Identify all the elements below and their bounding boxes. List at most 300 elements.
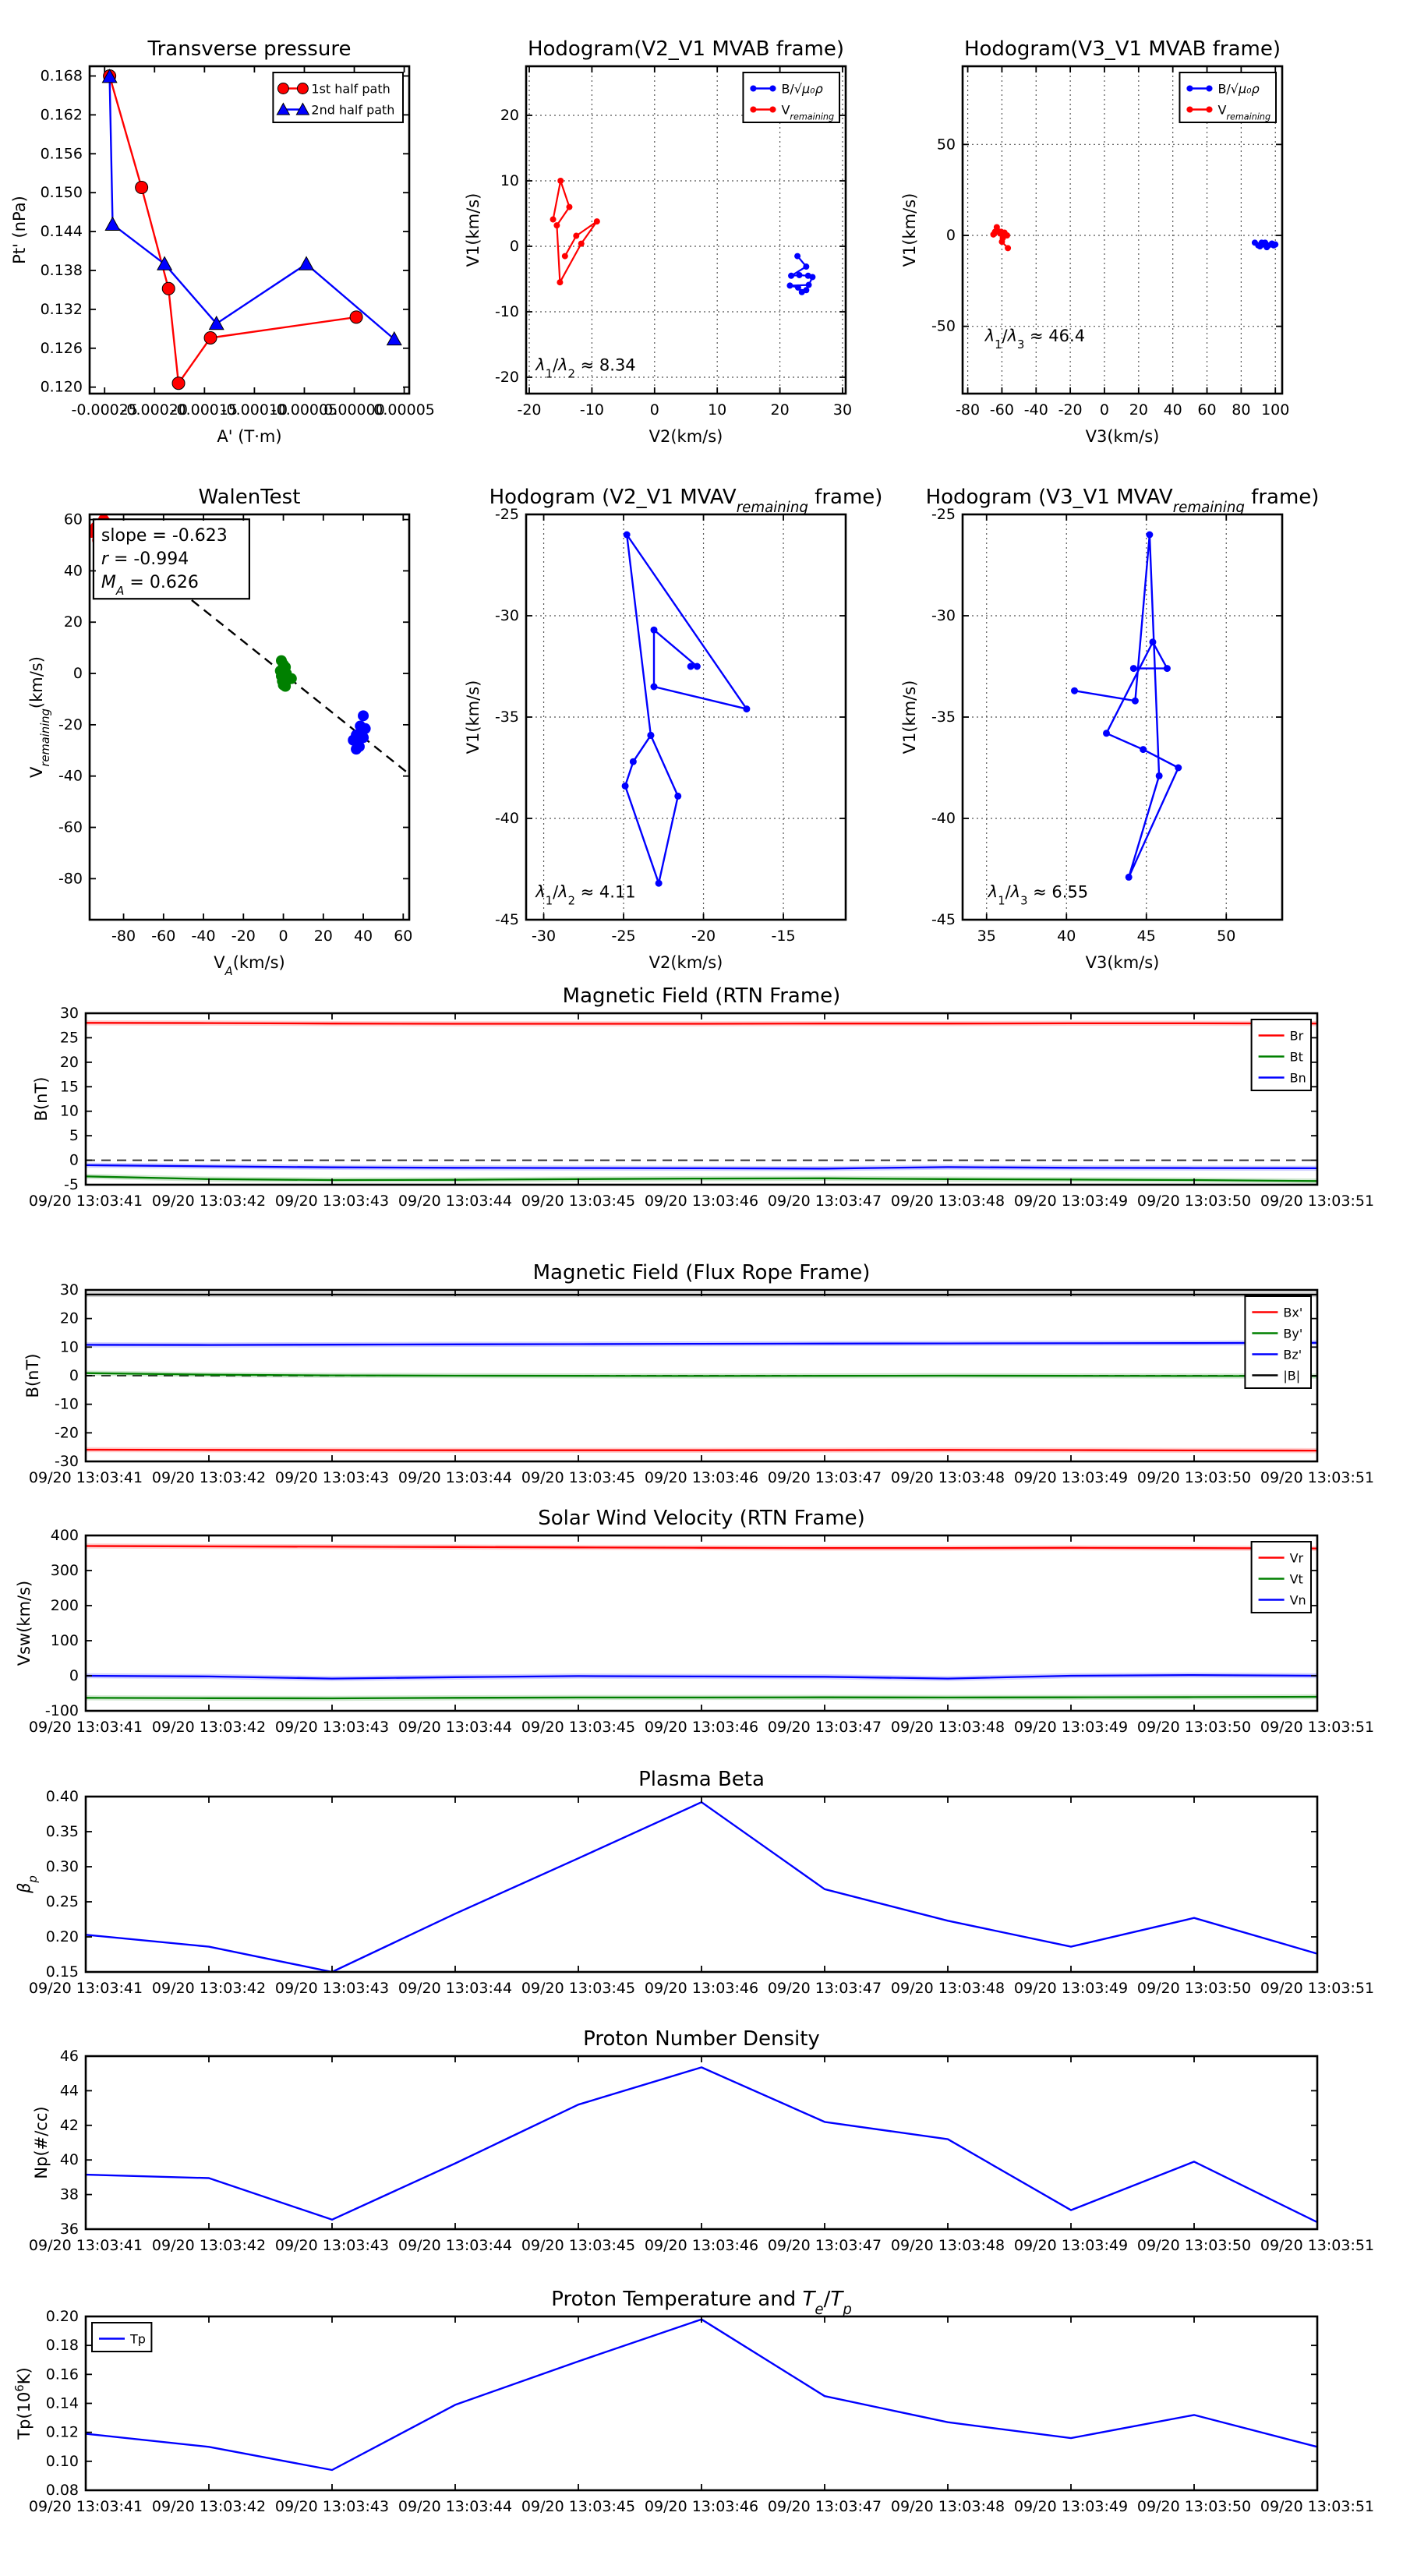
point-marker <box>803 287 809 293</box>
y-tick-label: 46 <box>60 2048 79 2065</box>
x-tick-label: 0.00005 <box>373 401 435 419</box>
x-tick-label: 09/20 13:03:51 <box>1260 1469 1374 1486</box>
x-tick-label: -0.00015 <box>171 401 238 419</box>
point-marker <box>162 282 175 295</box>
x-tick-label: 09/20 13:03:48 <box>891 1980 1005 1997</box>
y-tick-label: 20 <box>500 107 519 124</box>
y-axis-label: Np(#/cc) <box>32 2106 51 2178</box>
y-axis-label: V1(km/s) <box>464 193 482 267</box>
x-tick-label: 09/20 13:03:44 <box>398 1980 512 1997</box>
x-tick-label: 09/20 13:03:47 <box>768 1980 882 1997</box>
y-tick-label: 0.35 <box>46 1823 79 1840</box>
panel-title: Proton Temperature and $T_e/T_p$ <box>551 2288 852 2318</box>
legend-label: Bz' <box>1283 1348 1302 1362</box>
y-tick-label: 40 <box>60 2151 79 2168</box>
point-marker <box>750 86 756 92</box>
x-tick-label: 09/20 13:03:46 <box>645 1980 758 1997</box>
y-tick-label: -25 <box>931 506 956 523</box>
panel-title: Hodogram(V3_V1 MVAB frame) <box>964 37 1281 61</box>
x-tick-label: 09/20 13:03:51 <box>1260 1719 1374 1736</box>
x-tick-label: 09/20 13:03:46 <box>645 2498 758 2515</box>
y-tick-label: 44 <box>60 2082 79 2099</box>
x-tick-label: -20 <box>231 928 256 945</box>
x-tick-label: 60 <box>394 928 412 945</box>
x-tick-label: 40 <box>354 928 373 945</box>
point-marker <box>136 182 148 194</box>
point-marker <box>1206 107 1212 113</box>
point-marker <box>566 204 572 210</box>
point-marker <box>1164 665 1171 672</box>
legend-label: 1st half path <box>311 82 390 97</box>
series-Tp <box>86 2320 1317 2470</box>
y-tick-label: -45 <box>495 911 519 928</box>
y-axis-label: Pt' (nPa) <box>10 196 29 264</box>
legend-label: B/√μ₀ρ <box>1217 82 1259 97</box>
y-tick-label: 0.18 <box>46 2337 79 2354</box>
panel-transverse-pressure <box>10 37 435 446</box>
y-tick-label: 0.30 <box>46 1858 79 1875</box>
point-marker <box>794 253 800 260</box>
panel-title: Plasma Beta <box>638 1768 765 1791</box>
y-tick-label: -20 <box>58 716 83 733</box>
y-axis-label: $V_{remaining}(km/s)$ <box>27 656 52 778</box>
x-tick-label: 09/20 13:03:47 <box>768 1193 882 1210</box>
x-tick-label: 09/20 13:03:42 <box>152 1469 266 1486</box>
x-tick-label: 09/20 13:03:46 <box>645 1719 758 1736</box>
y-tick-label: -100 <box>45 1702 79 1719</box>
point-marker <box>656 880 663 887</box>
point-marker <box>651 684 658 691</box>
axes-frame <box>86 1013 1317 1185</box>
x-tick-label: 80 <box>1232 401 1250 419</box>
y-tick-label: 30 <box>60 1281 79 1299</box>
panel-proton-temp <box>13 2288 1375 2515</box>
y-tick-label: 400 <box>51 1527 79 1544</box>
legend-label: Bx' <box>1283 1306 1302 1320</box>
x-tick-label: 09/20 13:03:44 <box>398 2498 512 2515</box>
x-tick-label: 09/20 13:03:42 <box>152 1980 266 1997</box>
y-tick-label: 5 <box>69 1127 79 1144</box>
point-marker <box>1130 665 1137 672</box>
point-marker <box>350 311 362 323</box>
panel-mag-fr <box>23 1261 1374 1486</box>
y-axis-label: V1(km/s) <box>900 680 919 754</box>
y-axis-label: $Tp(10^6K)$ <box>13 2367 34 2440</box>
y-tick-label: -30 <box>55 1453 79 1470</box>
x-tick-label: -0.00010 <box>221 401 288 419</box>
y-tick-label: -20 <box>55 1424 79 1441</box>
x-tick-label: 09/20 13:03:46 <box>645 1469 758 1486</box>
x-axis-label: V2(km/s) <box>649 427 723 446</box>
x-tick-label: 09/20 13:03:50 <box>1137 1719 1251 1736</box>
x-tick-label: -25 <box>612 928 636 945</box>
stat-line: r = -0.994 <box>101 549 189 569</box>
x-tick-label: 09/20 13:03:50 <box>1137 1193 1251 1210</box>
stat-line: slope = -0.623 <box>101 526 228 546</box>
y-axis-label: Vsw(km/s) <box>15 1581 34 1666</box>
point-marker <box>1005 245 1011 251</box>
series-group <box>86 1802 1317 1972</box>
panel-vsw-rtn <box>15 1507 1374 1736</box>
point-marker <box>1186 86 1193 92</box>
y-tick-label: -40 <box>931 810 956 827</box>
y-tick-label: 20 <box>60 1054 79 1071</box>
annotation: $\lambda_1/\lambda_3 \approx 46.4$ <box>984 327 1085 352</box>
panel-mag-rtn <box>29 984 1374 1210</box>
x-tick-label: -80 <box>111 928 136 945</box>
x-tick-label: 30 <box>833 401 852 419</box>
y-tick-label: 0.14 <box>46 2395 79 2412</box>
legend-label: Br <box>1290 1029 1304 1044</box>
x-tick-label: 09/20 13:03:50 <box>1137 1980 1251 1997</box>
x-tick-label: 09/20 13:03:49 <box>1014 1719 1128 1736</box>
x-tick-label: 09/20 13:03:50 <box>1137 2498 1251 2515</box>
axes-frame <box>86 1797 1317 1972</box>
point-marker <box>550 217 557 223</box>
x-tick-label: 09/20 13:03:44 <box>398 1193 512 1210</box>
x-tick-label: 09/20 13:03:43 <box>275 1980 389 1997</box>
y-tick-label: 60 <box>64 511 83 528</box>
x-tick-label: 09/20 13:03:48 <box>891 1719 1005 1736</box>
x-tick-label: 0.00000 <box>323 401 385 419</box>
x-tick-label: -60 <box>990 401 1014 419</box>
series-hodogram-path <box>1075 535 1179 877</box>
x-tick-label: 09/20 13:03:41 <box>29 1469 143 1486</box>
x-tick-label: 09/20 13:03:47 <box>768 2237 882 2254</box>
y-axis-label: V1(km/s) <box>900 193 919 267</box>
x-tick-label: 20 <box>770 401 789 419</box>
point-marker <box>1186 107 1193 113</box>
annotation: $\lambda_1/\lambda_3 \approx 6.55$ <box>988 882 1088 907</box>
point-marker <box>1103 730 1110 737</box>
x-tick-label: 35 <box>977 928 996 945</box>
x-tick-label: 09/20 13:03:45 <box>521 2498 635 2515</box>
series-group <box>86 1023 1317 1181</box>
y-tick-label: 0.08 <box>46 2482 79 2499</box>
y-tick-label: 10 <box>60 1338 79 1355</box>
x-tick-label: 09/20 13:03:49 <box>1014 2237 1128 2254</box>
x-tick-label: 09/20 13:03:49 <box>1014 2498 1128 2515</box>
x-tick-label: 45 <box>1137 928 1156 945</box>
x-tick-label: 09/20 13:03:44 <box>398 1719 512 1736</box>
x-tick-label: 10 <box>708 401 726 419</box>
point-marker <box>297 83 308 94</box>
triangle-marker <box>299 256 313 270</box>
panel-hodogram-v2v1-mvab <box>464 37 852 446</box>
x-tick-label: 09/20 13:03:43 <box>275 1193 389 1210</box>
x-tick-label: 09/20 13:03:51 <box>1260 1980 1374 1997</box>
y-tick-label: -40 <box>495 810 519 827</box>
point-marker <box>630 758 637 765</box>
point-marker <box>1272 242 1278 248</box>
y-tick-label: 36 <box>60 2221 79 2238</box>
y-tick-label: 20 <box>60 1310 79 1327</box>
panel-title: Hodogram (V3_V1 $MVAV_{remaining}$ frame) <box>926 486 1320 516</box>
x-tick-label: 09/20 13:03:44 <box>398 1469 512 1486</box>
x-axis-label: V3(km/s) <box>1086 953 1160 972</box>
y-tick-label: 15 <box>60 1078 79 1095</box>
x-tick-label: 09/20 13:03:42 <box>152 2498 266 2515</box>
legend-label: Bt <box>1290 1050 1303 1065</box>
panel-title: Transverse pressure <box>147 37 352 61</box>
x-tick-label: 09/20 13:03:51 <box>1260 2498 1374 2515</box>
y-tick-label: 0.10 <box>46 2453 79 2470</box>
y-tick-label: 0 <box>69 1152 79 1169</box>
x-tick-label: 0 <box>279 928 288 945</box>
x-axis-label: V2(km/s) <box>649 953 723 972</box>
panel-title: WalenTest <box>199 486 301 509</box>
x-axis-label: A' (T·m) <box>217 427 281 446</box>
point-marker <box>674 793 681 800</box>
x-tick-label: 09/20 13:03:46 <box>645 1193 758 1210</box>
x-tick-label: 09/20 13:03:50 <box>1137 2237 1251 2254</box>
x-tick-label: 60 <box>1197 401 1216 419</box>
series-Np <box>86 2067 1317 2222</box>
panel-title: Hodogram(V2_V1 MVAB frame) <box>528 37 844 61</box>
y-tick-label: 0.150 <box>41 184 83 201</box>
triangle-marker <box>105 217 119 231</box>
legend-label: Tp <box>129 2332 146 2347</box>
point-marker <box>769 107 776 113</box>
point-marker <box>204 331 217 344</box>
y-axis-label: B(nT) <box>23 1354 42 1398</box>
x-tick-label: 09/20 13:03:51 <box>1260 2237 1374 2254</box>
x-tick-label: 09/20 13:03:45 <box>521 1980 635 1997</box>
x-tick-label: 09/20 13:03:41 <box>29 1719 143 1736</box>
point-marker <box>1140 746 1147 753</box>
y-tick-label: -60 <box>58 819 83 836</box>
y-tick-label: -30 <box>931 607 956 624</box>
y-tick-label: -30 <box>495 607 519 624</box>
axes-frame <box>86 2316 1317 2490</box>
x-tick-label: 09/20 13:03:41 <box>29 1193 143 1210</box>
x-tick-label: 09/20 13:03:47 <box>768 1719 882 1736</box>
point-marker <box>1146 532 1153 539</box>
point-marker <box>786 282 793 288</box>
point-marker <box>280 681 291 692</box>
y-tick-label: -5 <box>64 1176 79 1193</box>
series-Bx' <box>86 1450 1317 1451</box>
point-marker <box>573 233 579 239</box>
point-marker <box>803 263 809 270</box>
x-tick-label: 100 <box>1261 401 1289 419</box>
y-tick-label: 0.16 <box>46 2366 79 2383</box>
series-group <box>1071 532 1182 881</box>
y-tick-label: 0.20 <box>46 2308 79 2325</box>
panel-plasma-beta <box>15 1768 1374 1997</box>
x-tick-label: 09/20 13:03:45 <box>521 1469 635 1486</box>
series-V-remaining <box>553 181 597 282</box>
point-marker <box>743 705 750 712</box>
panel-title: Solar Wind Velocity (RTN Frame) <box>538 1507 864 1530</box>
y-tick-label: 300 <box>51 1562 79 1579</box>
y-tick-label: -50 <box>931 318 956 335</box>
x-tick-label: 09/20 13:03:46 <box>645 2237 758 2254</box>
y-tick-label: 0.40 <box>46 1788 79 1805</box>
y-tick-label: 0.25 <box>46 1893 79 1910</box>
x-tick-label: -0.00005 <box>271 401 337 419</box>
x-tick-label: 09/20 13:03:43 <box>275 1719 389 1736</box>
point-marker <box>557 279 563 285</box>
panel-hodogram-v2v1-mvav <box>464 486 882 972</box>
point-marker <box>1071 687 1078 694</box>
legend-label: Vn <box>1290 1593 1306 1608</box>
y-tick-label: -10 <box>495 303 519 320</box>
point-marker <box>769 86 776 92</box>
y-tick-label: 0 <box>510 238 519 255</box>
y-tick-label: 0.15 <box>46 1963 79 1981</box>
x-tick-label: 09/20 13:03:45 <box>521 1193 635 1210</box>
x-tick-label: 0 <box>650 401 659 419</box>
y-tick-label: 0.20 <box>46 1928 79 1945</box>
y-tick-label: 0.138 <box>41 262 83 279</box>
series-group <box>550 178 816 295</box>
x-tick-label: 09/20 13:03:47 <box>768 1469 882 1486</box>
x-tick-label: -20 <box>691 928 716 945</box>
x-tick-label: 40 <box>1164 401 1182 419</box>
x-tick-label: 09/20 13:03:43 <box>275 2498 389 2515</box>
y-tick-label: 0.132 <box>41 301 83 318</box>
y-axis-label: B(nT) <box>32 1077 51 1122</box>
x-tick-label: 09/20 13:03:42 <box>152 2237 266 2254</box>
series-group <box>86 1546 1317 1699</box>
point-marker <box>358 710 369 721</box>
legend-label: $V_{remaining}$ <box>781 103 834 122</box>
point-marker <box>809 274 815 280</box>
point-marker <box>750 107 756 113</box>
panel-title: Magnetic Field (RTN Frame) <box>563 984 841 1008</box>
x-tick-label: 09/20 13:03:48 <box>891 1193 1005 1210</box>
legend-label: Vr <box>1290 1551 1304 1566</box>
point-marker <box>351 744 362 754</box>
y-tick-label: -35 <box>931 708 956 726</box>
annotation: $\lambda_1/\lambda_2 \approx 8.34$ <box>535 356 635 381</box>
y-tick-label: 10 <box>500 172 519 189</box>
point-marker <box>172 377 185 390</box>
point-marker <box>557 178 564 184</box>
point-marker <box>1156 772 1163 779</box>
x-tick-label: 09/20 13:03:51 <box>1260 1193 1374 1210</box>
axes-frame <box>86 1535 1317 1711</box>
x-tick-label: 0 <box>1100 401 1109 419</box>
point-marker <box>1149 638 1156 645</box>
x-axis-label: $V_A(km/s)$ <box>214 953 284 978</box>
x-tick-label: -80 <box>956 401 980 419</box>
point-marker <box>562 253 568 260</box>
x-tick-label: 09/20 13:03:48 <box>891 2237 1005 2254</box>
y-axis-label: $\beta_p$ <box>15 1875 40 1894</box>
x-tick-label: 09/20 13:03:49 <box>1014 1193 1128 1210</box>
y-tick-label: 0 <box>69 1367 79 1384</box>
x-tick-label: -30 <box>532 928 556 945</box>
y-tick-label: -10 <box>55 1396 79 1413</box>
x-tick-label: -15 <box>772 928 796 945</box>
series-group <box>990 224 1278 252</box>
legend-label: $V_{remaining}$ <box>1217 103 1270 122</box>
y-tick-label: 0.144 <box>41 223 83 240</box>
point-marker <box>1132 698 1139 705</box>
y-tick-label: 0.12 <box>46 2424 79 2441</box>
point-marker <box>651 627 658 634</box>
x-tick-label: 09/20 13:03:45 <box>521 2237 635 2254</box>
series-beta-p <box>86 1802 1317 1972</box>
point-marker <box>788 273 794 279</box>
point-marker <box>553 222 560 228</box>
y-tick-label: 0.168 <box>41 67 83 84</box>
y-tick-label: 40 <box>64 562 83 579</box>
x-tick-label: 20 <box>1129 401 1148 419</box>
y-tick-label: 0 <box>946 227 956 244</box>
point-marker <box>277 83 288 94</box>
annotation: $\lambda_1/\lambda_2 \approx 4.11$ <box>535 882 635 907</box>
point-marker <box>990 231 996 238</box>
panel-title: Magnetic Field (Flux Rope Frame) <box>533 1261 871 1284</box>
x-tick-label: 09/20 13:03:49 <box>1014 1469 1128 1486</box>
x-tick-label: -60 <box>151 928 175 945</box>
x-tick-label: -10 <box>580 401 604 419</box>
series-group <box>622 532 751 887</box>
point-marker <box>1175 765 1182 772</box>
point-marker <box>578 241 585 247</box>
y-tick-label: -35 <box>495 708 519 726</box>
stat-line: $M_A = 0.626$ <box>101 573 199 598</box>
series-hodogram-path <box>625 535 747 883</box>
x-tick-label: -0.00025 <box>72 401 138 419</box>
panel-title: Hodogram (V2_V1 $MVAV_{remaining}$ frame) <box>489 486 883 516</box>
x-tick-label: -20 <box>1058 401 1083 419</box>
x-tick-label: 09/20 13:03:43 <box>275 2237 389 2254</box>
y-tick-label: 38 <box>60 2186 79 2203</box>
point-marker <box>1126 874 1133 881</box>
panel-hodogram-v3v1-mvav <box>900 486 1319 972</box>
y-tick-label: 50 <box>937 136 956 153</box>
x-tick-label: 09/20 13:03:48 <box>891 2498 1005 2515</box>
legend-label: Bn <box>1290 1071 1306 1086</box>
x-tick-label: 09/20 13:03:42 <box>152 1719 266 1736</box>
y-tick-label: 20 <box>64 613 83 631</box>
x-tick-label: 09/20 13:03:50 <box>1137 1469 1251 1486</box>
x-tick-label: 09/20 13:03:44 <box>398 2237 512 2254</box>
x-tick-label: 09/20 13:03:42 <box>152 1193 266 1210</box>
x-tick-label: 50 <box>1217 928 1235 945</box>
y-tick-label: 42 <box>60 2117 79 2134</box>
point-marker <box>624 532 631 539</box>
series-group <box>86 2067 1317 2222</box>
panel-walen-test <box>27 486 412 978</box>
point-marker <box>647 732 654 739</box>
series-group <box>86 2320 1317 2470</box>
y-axis-label: V1(km/s) <box>464 680 482 754</box>
legend-label: 2nd half path <box>311 103 394 118</box>
panel-proton-density <box>29 2027 1374 2254</box>
legend-label: B/√μ₀ρ <box>781 82 822 97</box>
x-tick-label: 09/20 13:03:45 <box>521 1719 635 1736</box>
point-marker <box>694 663 701 670</box>
x-tick-label: 09/20 13:03:41 <box>29 2498 143 2515</box>
legend-label: Vt <box>1290 1572 1303 1587</box>
y-tick-label: 200 <box>51 1597 79 1614</box>
y-tick-label: 0.120 <box>41 379 83 396</box>
panel-hodogram-v3v1-mvab <box>900 37 1289 446</box>
legend-label: By' <box>1283 1327 1302 1341</box>
y-tick-label: 25 <box>60 1029 79 1046</box>
y-tick-label: 0 <box>73 665 83 682</box>
x-tick-label: 09/20 13:03:41 <box>29 2237 143 2254</box>
series-group <box>86 1295 1317 1451</box>
y-tick-label: 0.162 <box>41 106 83 123</box>
x-tick-label: 40 <box>1057 928 1076 945</box>
triangle-marker <box>157 256 171 270</box>
